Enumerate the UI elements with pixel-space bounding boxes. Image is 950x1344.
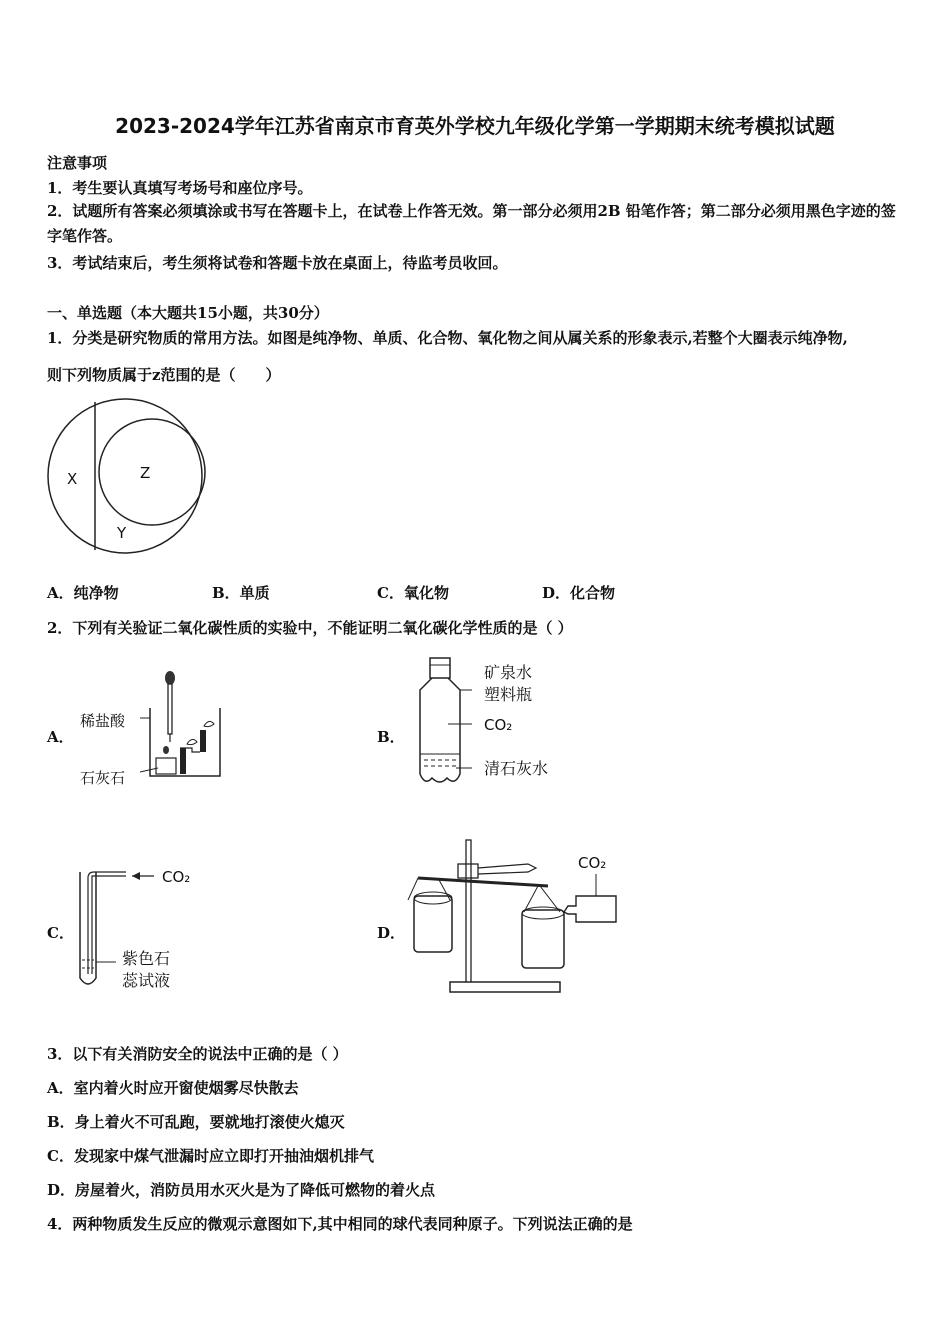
q2-figure-d <box>408 838 628 998</box>
q2-label-c: C． <box>47 924 74 942</box>
fig-b-bottle-label-2: 塑料瓶 <box>484 685 533 704</box>
q1-option-a: A．纯净物 <box>47 584 119 602</box>
venn-label-x: X <box>67 470 78 488</box>
fig-b-bottle-label-1: 矿泉水 <box>484 663 533 682</box>
fig-c-gas-label: CO₂ <box>162 868 191 886</box>
q2-figure-a <box>80 668 230 790</box>
venn-label-y: Y <box>117 524 127 542</box>
q3-stem: 3．以下有关消防安全的说法中正确的是（ ） <box>47 1045 348 1063</box>
q1-venn-diagram <box>45 400 225 560</box>
q1-stem-line1: 1．分类是研究物质的常用方法。如图是纯净物、单质、化合物、氧化物之间从属关系的形象表示,若整个大圈表示纯净物, <box>47 329 848 347</box>
q1-option-d: D．化合物 <box>542 584 616 602</box>
q1-stem-line2: 则下列物质属于z范围的是（ ） <box>47 366 281 384</box>
q1-option-c: C．氧化物 <box>377 584 449 602</box>
q2-figure-b <box>410 656 570 792</box>
q4-stem: 4．两种物质发生反应的微观示意图如下,其中相同的球代表同种原子。下列说法正确的是 <box>47 1215 633 1233</box>
q3-option-d: D．房屋着火，消防员用水灭火是为了降低可燃物的着火点 <box>47 1181 436 1199</box>
fig-b-gas-label: CO₂ <box>484 716 513 734</box>
q2-figure-c <box>78 862 218 990</box>
q2-label-d: D． <box>377 924 406 942</box>
q2-label-b: B． <box>377 728 405 746</box>
venn-label-z: Z <box>140 464 151 482</box>
fig-d-gas-label: CO₂ <box>578 854 607 872</box>
q3-option-b: B．身上着火不可乱跑，要就地打滚使火熄灭 <box>47 1113 345 1131</box>
notice-item-1: 1．考生要认真填写考场号和座位序号。 <box>47 179 313 197</box>
section-heading: 一、单选题（本大题共15小题，共30分） <box>47 304 329 322</box>
q2-stem: 2．下列有关验证二氧化碳性质的实验中，不能证明二氧化碳化学性质的是（ ） <box>47 619 573 637</box>
q3-option-c: C．发现家中煤气泄漏时应立即打开抽油烟机排气 <box>47 1147 374 1165</box>
q2-label-a: A． <box>47 728 74 746</box>
page-title: 2023-2024学年江苏省南京市育英外学校九年级化学第一学期期末统考模拟试题 <box>115 114 835 138</box>
q3-option-a: A．室内着火时应开窗使烟雾尽快散去 <box>47 1079 299 1097</box>
fig-a-stone-label: 石灰石 <box>80 769 126 787</box>
fig-c-liquid-label-2: 蕊试液 <box>122 971 171 990</box>
fig-c-liquid-label-1: 紫色石 <box>122 949 171 968</box>
notice-item-2: 2．试题所有答案必须填涂或书写在答题卡上，在试卷上作答无效。第一部分必须用2B 铅笔作答；第二部分必须用黑色字迹的签字笔作答。 <box>47 202 896 245</box>
q1-option-b: B．单质 <box>212 584 270 602</box>
notice-heading: 注意事项 <box>47 154 108 172</box>
fig-b-water-label: 清石灰水 <box>484 759 549 778</box>
notice-item-3: 3．考试结束后，考生须将试卷和答题卡放在桌面上，待监考员收回。 <box>47 254 508 272</box>
fig-a-acid-label: 稀盐酸 <box>80 712 126 730</box>
